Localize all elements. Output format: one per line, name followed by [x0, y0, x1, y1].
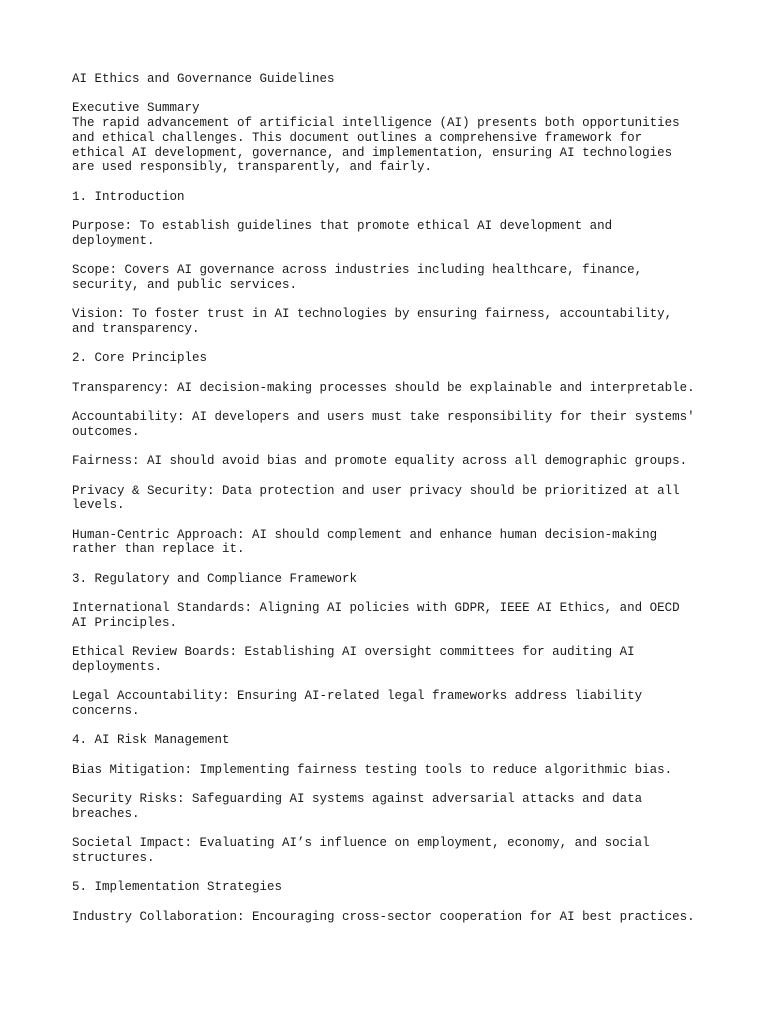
paragraph — [72, 219, 712, 248]
document-title-text: AI Ethics and Governance Guidelines — [72, 72, 335, 86]
paragraph-line: Bias Mitigation: Implementing fairness testing tools to reduce algorithmic bias. — [72, 762, 673, 777]
paragraph-line: Accountability: AI developers and users must take responsibility for their systems' — [72, 410, 695, 425]
paragraph-line: Purpose: To establish guidelines that promote ethical AI development and — [72, 218, 613, 233]
paragraph — [72, 484, 712, 513]
paragraph — [72, 307, 712, 336]
paragraph-line: Human-Centric Approach: AI should complement and enhance human decision-making — [72, 527, 658, 542]
paragraph-line: Fairness: AI should avoid bias and promote equality across all demographic groups. — [72, 454, 688, 469]
paragraph-line: levels. — [72, 498, 125, 513]
section-heading — [72, 880, 712, 895]
paragraph-line: rather than replace it. — [72, 542, 245, 557]
paragraph-line: Societal Impact: Evaluating AI’s influence on employment, economy, and social — [72, 836, 650, 851]
paragraph — [72, 836, 712, 865]
paragraph — [72, 763, 712, 778]
paragraph-line: Legal Accountability: Ensuring AI-related legal frameworks address liability — [72, 689, 643, 704]
executive-summary — [72, 101, 712, 175]
paragraph-line: Transparency: AI decision-making processes should be explainable and interpretable. — [72, 380, 695, 395]
executive-summary-line: are used responsibly, transparently, and fairly. — [72, 160, 433, 175]
section-heading-text: 1. Introduction — [72, 189, 185, 204]
section-heading — [72, 190, 712, 205]
paragraph-line: Industry Collaboration: Encouraging cross-sector cooperation for AI best practices. — [72, 909, 695, 924]
paragraph-line: breaches. — [72, 806, 140, 821]
paragraph-line: Security Risks: Safeguarding AI systems against adversarial attacks and data — [72, 792, 643, 807]
executive-summary-line: and ethical challenges. This document outlines a comprehensive framework for — [72, 130, 643, 145]
executive-summary-heading: Executive Summary — [72, 101, 200, 116]
section-heading-text: 2. Core Principles — [72, 351, 208, 366]
section-heading — [72, 572, 712, 587]
section-heading-text: 3. Regulatory and Compliance Framework — [72, 571, 358, 586]
paragraph-line: Ethical Review Boards: Establishing AI oversight committees for auditing AI — [72, 645, 635, 660]
paragraph — [72, 454, 712, 469]
section-heading-text: 5. Implementation Strategies — [72, 880, 283, 895]
paragraph — [72, 410, 712, 439]
paragraph — [72, 689, 712, 718]
paragraph-line: deployments. — [72, 659, 163, 674]
paragraph-line: concerns. — [72, 704, 140, 718]
paragraph — [72, 910, 712, 925]
paragraph — [72, 601, 712, 630]
executive-summary-line: ethical AI development, governance, and implementation, ensuring AI technologies — [72, 145, 673, 160]
section-heading — [72, 351, 712, 366]
paragraph-line: and transparency. — [72, 321, 200, 336]
executive-summary-line: The rapid advancement of artificial intelligence (AI) presents both opportunities — [72, 116, 680, 131]
paragraph — [72, 528, 712, 557]
document-page — [72, 72, 712, 924]
paragraph-line: structures. — [72, 850, 155, 865]
paragraph — [72, 792, 712, 821]
section-heading — [72, 733, 712, 748]
paragraph — [72, 645, 712, 674]
paragraph-line: AI Principles. — [72, 615, 178, 630]
paragraph — [72, 381, 712, 396]
paragraph — [72, 263, 712, 292]
document-title — [72, 72, 712, 87]
paragraph-line: outcomes. — [72, 424, 140, 439]
paragraph-line: Vision: To foster trust in AI technologies by ensuring fairness, accountability, — [72, 307, 673, 322]
paragraph-line: Privacy & Security: Data protection and user privacy should be prioritized at all — [72, 483, 680, 498]
paragraph-line: security, and public services. — [72, 277, 298, 292]
paragraph-line: deployment. — [72, 233, 155, 248]
paragraph-line: Scope: Covers AI governance across industries including healthcare, finance, — [72, 263, 643, 278]
paragraph-line: International Standards: Aligning AI policies with GDPR, IEEE AI Ethics, and OECD — [72, 601, 680, 616]
section-heading-text: 4. AI Risk Management — [72, 733, 230, 748]
